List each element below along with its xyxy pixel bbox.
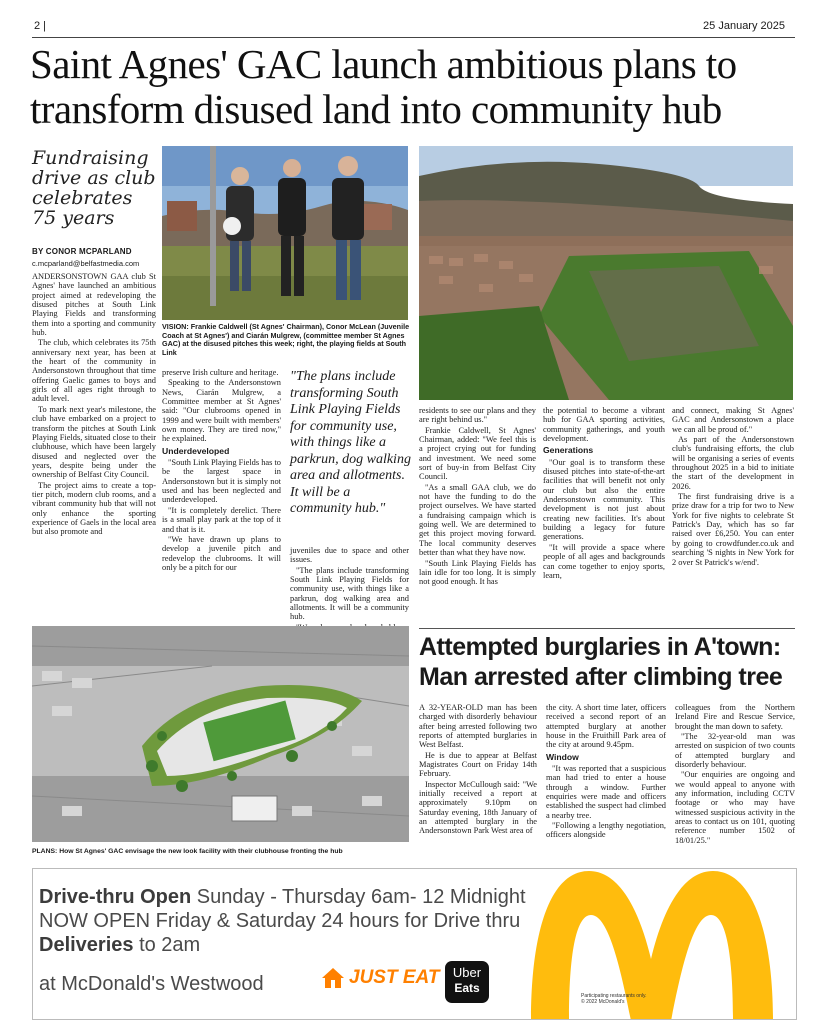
paragraph: Frankie Caldwell, St Agnes' Chairman, added: "We feel this is a project crying out for funding and investment. We need some sort of buy-in from Belfast City Council. [419, 425, 536, 482]
story-divider [419, 628, 795, 629]
paragraph: He is due to appear at Belfast Magistrates Court on Friday 14th February. [419, 750, 537, 779]
plans-caption: PLANS: How St Agnes' GAC envisage the new look facility with their clubhouse fronting the hub [32, 848, 343, 855]
burglary-column-1 [419, 703, 537, 837]
paragraph: A 32-YEAR-OLD man has been charged with disorderly behaviour after being arrested following two reports of attempted burglaries in West Belfast. [419, 703, 537, 750]
paragraph: "Following a lengthy negotiation, officers alongside [546, 821, 666, 840]
burglary-column-2 [546, 703, 666, 841]
article-column-2 [162, 368, 281, 573]
subheadline: Fundraising drive as club celebrates 75 years [32, 147, 156, 229]
golden-arches-logo [511, 869, 797, 1020]
photo-club-members [162, 146, 408, 320]
ad-delivery-line [39, 933, 200, 957]
photo-plans-render [32, 626, 409, 842]
paragraph: Speaking to the Andersonstown News, Ciarán Mulgrew, a Committee member at St Agnes' said: "Our clubrooms opened in 1999 and were built with members' own money. They are tired now," he explained. [162, 378, 281, 444]
paragraph: preserve Irish culture and heritage. [162, 368, 279, 377]
paragraph: The club, which celebrates its 75th anniversary next year, has been at the heart of the community in Andersonstown throughout that time offering Gaelic games to boys and girls of all ages right through to adult level. [32, 338, 156, 404]
paragraph: juveniles due to space and other issues. [290, 546, 409, 565]
paragraph: The first fundraising drive is a prize draw for a trip for two to New York for five nights to celebrate St Patrick's Day, which has so far raised over £6,250. You can enter by going to crowdfunder.co.uk and searching 'S nights in New York for 2 over St Patrick's w/end'. [672, 492, 794, 567]
ad-deliveries-label: Deliveries [39, 934, 134, 956]
paragraph: The project aims to create a top-tier pitch, modern club rooms, and a vibrant community hub that will not only enhance the sporting experience of Gaels in the local area but also promote and [32, 480, 156, 537]
mcdonalds-advert [32, 868, 797, 1020]
paragraph: "South Link Playing Fields has lain idle for too long. It is simply not good enough. It has [419, 558, 536, 587]
top-rule [32, 37, 795, 38]
subheading: Generations [543, 445, 594, 456]
uber-text: Uber [452, 965, 482, 980]
paragraph: the potential to become a vibrant hub for GAA sporting activities, community gatherings, and youth development. [543, 406, 665, 444]
ad-small-print [581, 993, 647, 1005]
issue-date: 25 January 2025 [703, 20, 785, 32]
article-column-4 [419, 406, 536, 588]
article-column-1 [32, 272, 156, 538]
paragraph: residents to see our plans and they are right behind us." [419, 406, 536, 425]
photo-caption: VISION: Frankie Caldwell (St Agnes' Chairman), Conor McLean (Juvenile Coach at St Agnes') and Ciarán Mulgrew, (committee member St Agnes GAC) at the disused pitches this week; right, the playing fields at South Link [162, 322, 410, 357]
ad-disclaimer: Participating restaurants only. [581, 993, 647, 999]
ad-weekend-line: NOW OPEN Friday & Saturday 24 hours for Drive thru [39, 910, 521, 932]
ad-hours-line [39, 885, 526, 909]
paragraph: "It was reported that a suspicious man had tried to enter a house through a window. Further enquiries were made and officers established the suspect had climbed a nearby tree. [546, 764, 666, 820]
burglary-headline: Attempted burglaries in A'town: Man arrested after climbing tree [419, 633, 783, 691]
paragraph: As part of the Andersonstown club's fundraising efforts, the club will be organising a series of events throughout 2025 in a bid to initiate the start of the development in 2026. [672, 435, 794, 491]
subheading: Window [546, 751, 579, 762]
ad-copyright: © 2022 McDonald's [581, 999, 625, 1005]
paragraph: "Our goal is to transform these disused pitches into state-of-the-art facilities that will benefit not only our club but also the entire Andersonstown community. This development is not just about creating new facilities. It's about building a legacy for future generations. [543, 457, 665, 542]
ad-delivery-hours: to 2am [133, 934, 201, 956]
article-column-6 [672, 406, 794, 568]
ad-hours-text: Sunday - Thursday 6am- 12 Midnight [191, 886, 526, 908]
main-headline: Saint Agnes' GAC launch ambitious plans to transform disused land into community hub [30, 41, 737, 132]
photo-aerial-playing-fields [419, 146, 793, 400]
just-eat-house-icon [321, 967, 345, 989]
ad-location: at McDonald's Westwood [39, 973, 264, 995]
article-column-5 [543, 406, 665, 581]
paragraph: "It is completely derelict. There is a small play park at the top of it and that is it. [162, 505, 281, 534]
author-email: c.mcparland@belfastmedia.com [32, 259, 140, 268]
paragraph: "The 32-year-old man was arrested on suspicion of two counts of attempted burglary and disorderly behaviour. [675, 732, 795, 770]
paragraph: "It will provide a space where people of all ages and backgrounds can come together to enjoy sports, learn, [543, 542, 665, 580]
paragraph: the city. A short time later, officers received a second report of an attempted burglary at another house in the Fruithill Park area of the city at around 9.45pm. [546, 703, 666, 750]
paragraph: colleagues from the Northern Ireland Fire and Rescue Service, brought the man down to safety. [675, 703, 795, 731]
paragraph: Inspector McCullough said: "We initially received a report at approximately 9.10pm on Saturday evening, 18th January of an attempted burglary in the Andersonstown Park West area of [419, 779, 537, 836]
page-number: 2 | [34, 20, 47, 32]
paragraph: To mark next year's milestone, the club have embarked on a project to transform the pitches at South Link Playing Fields, situated close to their clubhouse, which have been largely disused and neglected over the years, despite being under the ownership of Belfast City Council. [32, 404, 156, 480]
burglary-column-3 [675, 703, 795, 846]
just-eat-logo [321, 967, 439, 989]
paragraph: "The plans include transforming South Link Playing Fields for community use, with things like a parkrun, dog walking area and allotments. It will be a community hub. [290, 565, 409, 622]
paragraph: "South Link Playing Fields has to be the largest space in Andersonstown but it is simply not used and has been neglected and underdeveloped. [162, 458, 281, 505]
uber-eats-logo [445, 961, 489, 1003]
eats-text: Eats [454, 981, 480, 995]
paragraph: and connect, making St Agnes' GAC and Andersonstown a place we can all be proud of." [672, 406, 794, 434]
paragraph: "Our enquiries are ongoing and we would appeal to anyone with any information, including CCTV footage or who may have witnessed suspicious activity in the areas to contact us on 101, quoting reference number 1502 of 18/01/25." [675, 770, 795, 845]
paragraph: "We have drawn up plans to develop a juvenile pitch and redevelop the clubrooms. It will only be a pitch for our [162, 534, 281, 572]
byline: BY CONOR MCPARLAND [32, 247, 132, 256]
paragraph: "As a small GAA club, we do not have the funding to do the project ourselves. We have started a fundraising campaign which is going well. We are determined to get this project moving forward. The local community deserves better than what they have now. [419, 482, 536, 558]
paragraph: ANDERSONSTOWN GAA club St Agnes' have launched an ambitious project aimed at redeveloping the disused pitches at South Link Playing Fields and transforming them into a sporting and community hub. [32, 272, 156, 338]
just-eat-text: JUST EAT [349, 967, 440, 988]
subheading: Underdeveloped [162, 445, 230, 456]
pull-quote: "The plans include transforming South Link Playing Fields for community use, with things like a parkrun, dog walking area and allotments. It will be a community hub." [290, 369, 411, 516]
ad-drive-thru-label: Drive-thru Open [39, 886, 192, 908]
